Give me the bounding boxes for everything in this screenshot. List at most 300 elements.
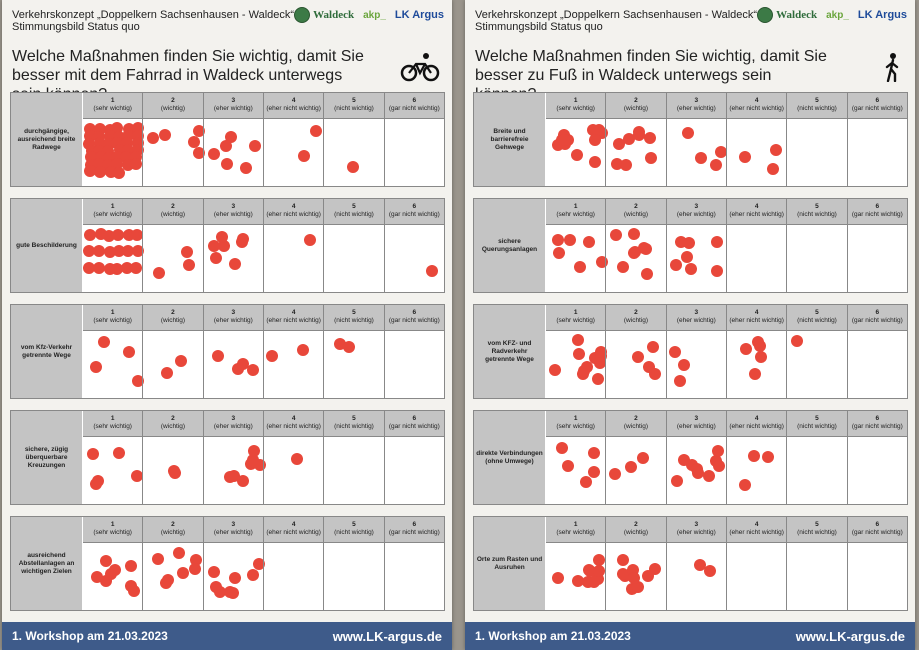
column-header (848, 517, 907, 543)
column-header (727, 305, 786, 331)
scale-number: 6 (412, 97, 417, 104)
vote-dot (577, 368, 589, 380)
column-header (727, 517, 786, 543)
column-header (83, 93, 142, 119)
vote-dot (770, 144, 782, 156)
vote-dot (249, 140, 261, 152)
scale-number: 5 (352, 203, 356, 210)
bicycle-icon (400, 52, 440, 82)
vote-area (387, 546, 442, 608)
column-header (385, 305, 444, 331)
vote-dot (712, 445, 724, 457)
column-header (787, 93, 846, 119)
criterion-label: Breite und barrierefreie Gehwege (474, 93, 545, 186)
project-title: Verkehrskonzept „Doppelkern Sachsenhausen - Waldeck“ (12, 9, 295, 21)
scale-number: 2 (634, 309, 638, 316)
vote-dot (220, 140, 232, 152)
rating-column-2 (142, 305, 202, 398)
vote-area (266, 440, 321, 502)
vote-area (206, 228, 261, 290)
column-header (385, 517, 444, 543)
vote-dot (125, 560, 137, 572)
rating-column-1 (83, 305, 142, 398)
scale-number: 1 (110, 521, 115, 528)
vote-dot (748, 450, 760, 462)
scale-label: (nicht wichtig) (334, 211, 374, 218)
scale-label: (eher wichtig) (213, 317, 253, 324)
rating-row (10, 410, 445, 505)
column-header (606, 93, 665, 119)
logo-bar (757, 7, 907, 23)
column-header (264, 199, 323, 225)
vote-dot (671, 475, 683, 487)
rating-column-4 (263, 305, 323, 398)
vote-dot (711, 236, 723, 248)
scale-number: 3 (694, 309, 699, 316)
vote-area (850, 228, 905, 290)
scale-number: 4 (754, 521, 759, 528)
scale-number: 6 (412, 203, 417, 210)
column-header (204, 199, 263, 225)
lk-argus-logo: LK Argus (857, 9, 907, 21)
column-header (667, 305, 726, 331)
column-header (546, 411, 605, 437)
waldeck-logo-text: Waldeck (313, 9, 355, 21)
vote-area (669, 440, 724, 502)
column-header (606, 305, 665, 331)
vote-dot (558, 134, 570, 146)
column-header (727, 411, 786, 437)
vote-dot (588, 447, 600, 459)
scale-label: (gar nicht wichtig) (851, 317, 903, 324)
vote-dot (683, 237, 695, 249)
vote-area (145, 122, 200, 184)
scale-number: 6 (875, 97, 880, 104)
scale-number: 2 (171, 415, 175, 422)
scale-label: (eher nicht wichtig) (729, 317, 784, 324)
vote-dot (628, 572, 640, 584)
workshop-date: 1. Workshop am 21.03.2023 (475, 629, 631, 643)
vote-dot (681, 251, 693, 263)
scale-label: (nicht wichtig) (334, 105, 374, 112)
rating-column-1 (83, 199, 142, 292)
vote-dot (642, 570, 654, 582)
vote-dot (131, 229, 143, 241)
vote-area (548, 546, 603, 608)
vote-dot (685, 263, 697, 275)
vote-area (548, 334, 603, 396)
scale-number: 2 (171, 97, 175, 104)
rating-column-2 (142, 411, 202, 504)
column-header (264, 93, 323, 119)
column-header (667, 411, 726, 437)
scale-label: (sehr wichtig) (93, 105, 132, 112)
scale-label: (eher nicht wichtig) (729, 529, 784, 536)
scale-label: (sehr wichtig) (556, 529, 595, 536)
scale-number: 5 (352, 415, 356, 422)
rating-column-5 (786, 93, 846, 186)
scale-number: 6 (875, 309, 880, 316)
vote-dot (181, 246, 193, 258)
scale-number: 2 (634, 521, 638, 528)
column-header (204, 411, 263, 437)
scale-label: (nicht wichtig) (797, 317, 837, 324)
vote-area (608, 228, 663, 290)
vote-dot (628, 228, 640, 240)
vote-dot (100, 555, 112, 567)
scale-number: 1 (573, 97, 578, 104)
scale-number: 3 (694, 203, 699, 210)
vote-dot (573, 348, 585, 360)
poster-header (12, 9, 294, 33)
rating-column-6 (384, 199, 444, 292)
criterion-label: sichere Querungsanlagen (474, 199, 545, 292)
vote-dot (224, 586, 236, 598)
vote-dot (625, 461, 637, 473)
vote-area (548, 228, 603, 290)
vote-dot (208, 566, 220, 578)
vote-dot (572, 575, 584, 587)
column-header (848, 93, 907, 119)
rating-column-6 (847, 93, 907, 186)
rating-row (10, 92, 445, 187)
vote-dot (739, 151, 751, 163)
vote-area (387, 334, 442, 396)
vote-area (326, 440, 381, 502)
poster-bicycle (2, 0, 452, 650)
column-header (143, 305, 202, 331)
vote-dot (84, 229, 96, 241)
scale-label: (eher wichtig) (676, 105, 716, 112)
rating-column-3 (203, 517, 263, 610)
scale-label: (gar nicht wichtig) (851, 423, 903, 430)
akp-logo: akp_ (826, 9, 849, 21)
vote-dot (580, 476, 592, 488)
vote-dot (224, 471, 236, 483)
poster-footer (465, 622, 915, 650)
vote-dot (574, 261, 586, 273)
rating-column-1 (546, 93, 605, 186)
vote-dot (549, 364, 561, 376)
column-header (324, 517, 383, 543)
scale-label: (wichtig) (160, 105, 186, 112)
scale-label: (gar nicht wichtig) (851, 529, 903, 536)
scale-number: 6 (412, 415, 417, 422)
vote-dot (173, 547, 185, 559)
vote-area (789, 546, 844, 608)
rating-column-1 (83, 93, 142, 186)
vote-area (548, 122, 603, 184)
rating-column-3 (666, 93, 726, 186)
rating-column-2 (605, 517, 665, 610)
vote-area (608, 122, 663, 184)
vote-area (669, 228, 724, 290)
rating-column-4 (263, 517, 323, 610)
column-header (787, 517, 846, 543)
scale-number: 4 (754, 97, 759, 104)
poster-footer (2, 622, 452, 650)
scale-number: 2 (634, 203, 638, 210)
vote-dot (130, 158, 142, 170)
rating-column-6 (384, 93, 444, 186)
vote-dot (169, 467, 181, 479)
vote-dot (123, 346, 135, 358)
vote-dot (304, 234, 316, 246)
vote-area (850, 334, 905, 396)
rating-column-3 (203, 199, 263, 292)
rating-column-2 (605, 199, 665, 292)
scale-number: 4 (291, 309, 296, 316)
rating-column-4 (726, 517, 786, 610)
column-header (83, 517, 142, 543)
vote-dot (767, 163, 779, 175)
rating-column-2 (605, 305, 665, 398)
vote-area (789, 228, 844, 290)
vote-dot (749, 368, 761, 380)
vote-area (266, 122, 321, 184)
vote-dot (266, 350, 278, 362)
scale-label: (eher nicht wichtig) (266, 529, 321, 536)
column-header (787, 305, 846, 331)
vote-dot (188, 136, 200, 148)
scale-label: (gar nicht wichtig) (851, 105, 903, 112)
project-title: Verkehrskonzept „Doppelkern Sachsenhausen - Waldeck“ (475, 9, 758, 21)
vote-dot (160, 577, 172, 589)
scale-label: (nicht wichtig) (797, 529, 837, 536)
scale-label: (sehr wichtig) (556, 423, 595, 430)
scale-label: (sehr wichtig) (556, 211, 595, 218)
column-header (546, 93, 605, 119)
criterion-label: ausreichend Abstellanlagen an wichtigen Zielen (11, 517, 82, 610)
vote-dot (637, 452, 649, 464)
scale-label: (eher nicht wichtig) (729, 423, 784, 430)
poster-question: Welche Maßnahmen finden Sie wichtig, damit Sie besser zu Fuß in Waldeck unterwegs sein (475, 48, 827, 84)
scale-number: 4 (754, 203, 759, 210)
vote-area (729, 334, 784, 396)
column-header (83, 411, 142, 437)
vote-dot (208, 148, 220, 160)
scale-number: 2 (171, 521, 175, 528)
rating-column-3 (203, 93, 263, 186)
rating-column-5 (323, 411, 383, 504)
vote-dot (247, 569, 259, 581)
vote-dot (153, 267, 165, 279)
vote-area (145, 546, 200, 608)
column-header (848, 305, 907, 331)
vote-area (85, 440, 140, 502)
logo-bar (294, 7, 444, 23)
waldeck-logo (294, 7, 354, 23)
vote-dot (617, 261, 629, 273)
rating-row (10, 198, 445, 293)
scale-label: (eher nicht wichtig) (729, 105, 784, 112)
vote-dot (90, 361, 102, 373)
scale-label: (eher wichtig) (676, 423, 716, 430)
scale-number: 2 (634, 97, 638, 104)
rating-column-4 (726, 199, 786, 292)
scale-label: (gar nicht wichtig) (388, 529, 440, 536)
rating-column-2 (142, 93, 202, 186)
scale-number: 6 (412, 309, 417, 316)
scale-number: 1 (110, 203, 115, 210)
rating-column-2 (142, 517, 202, 610)
column-header (143, 517, 202, 543)
scale-label: (nicht wichtig) (334, 529, 374, 536)
vote-dot (553, 247, 565, 259)
scale-label: (gar nicht wichtig) (388, 423, 440, 430)
vote-area (789, 440, 844, 502)
vote-dot (572, 334, 584, 346)
column-header (385, 411, 444, 437)
rating-row (473, 198, 908, 293)
vote-dot (564, 234, 576, 246)
vote-dot (643, 361, 655, 373)
column-header (546, 517, 605, 543)
vote-dot (583, 236, 595, 248)
waldeck-logo-text: Waldeck (776, 9, 818, 21)
rating-column-4 (263, 411, 323, 504)
rating-column-6 (384, 305, 444, 398)
column-header (385, 93, 444, 119)
scale-number: 4 (754, 415, 759, 422)
scale-label: (gar nicht wichtig) (388, 317, 440, 324)
vote-dot (91, 571, 103, 583)
vote-dot (113, 447, 125, 459)
project-subtitle: Stimmungsbild Status quo (12, 21, 140, 33)
rating-column-4 (726, 305, 786, 398)
vote-area (850, 122, 905, 184)
vote-dot (161, 367, 173, 379)
criterion-label: direkte Verbindungen (ohne Umwege) (474, 411, 545, 504)
akp-logo: akp_ (363, 9, 386, 21)
rating-column-3 (666, 199, 726, 292)
vote-dot (592, 373, 604, 385)
vote-area (326, 334, 381, 396)
poster-question: Welche Maßnahmen finden Sie wichtig, damit Sie besser mit dem Fahrrad in Waldeck unterwegs (12, 48, 364, 84)
vote-dot (128, 585, 140, 597)
scale-label: (sehr wichtig) (93, 317, 132, 324)
rating-column-3 (203, 411, 263, 504)
vote-area (387, 228, 442, 290)
criterion-label: gute Beschilderung (11, 199, 82, 292)
vote-dot (426, 265, 438, 277)
column-header (667, 199, 726, 225)
vote-dot (692, 467, 704, 479)
vote-area (669, 122, 724, 184)
vote-dot (589, 134, 601, 146)
scale-number: 1 (573, 309, 578, 316)
vote-dot (109, 564, 121, 576)
scale-number: 5 (352, 309, 356, 316)
vote-area (206, 440, 261, 502)
column-header (727, 93, 786, 119)
scale-label: (nicht wichtig) (797, 105, 837, 112)
rating-column-4 (263, 199, 323, 292)
scale-label: (gar nicht wichtig) (388, 211, 440, 218)
vote-dot (298, 150, 310, 162)
vote-dot (739, 479, 751, 491)
rating-column-5 (786, 199, 846, 292)
scale-label: (eher wichtig) (213, 105, 253, 112)
rating-column-5 (786, 305, 846, 398)
column-header (264, 305, 323, 331)
vote-area (789, 122, 844, 184)
scale-label: (eher wichtig) (213, 211, 253, 218)
vote-dot (674, 375, 686, 387)
scale-label: (wichtig) (160, 529, 186, 536)
criterion-label: sichere, zügig überquerbare Kreuzungen (11, 411, 82, 504)
vote-dot (593, 565, 605, 577)
vote-area (608, 546, 663, 608)
column-header (324, 199, 383, 225)
rating-column-5 (323, 517, 383, 610)
vote-area (850, 440, 905, 502)
vote-dot (147, 132, 159, 144)
vote-area (326, 122, 381, 184)
scale-label: (nicht wichtig) (797, 211, 837, 218)
vote-area (669, 546, 724, 608)
column-header (204, 305, 263, 331)
scale-number: 3 (231, 203, 236, 210)
website-url: www.LK-argus.de (332, 628, 442, 644)
vote-area (608, 440, 663, 502)
lk-argus-logo: LK Argus (394, 9, 444, 21)
scale-label: (eher nicht wichtig) (266, 211, 321, 218)
scale-number: 3 (231, 97, 236, 104)
scale-number: 5 (815, 203, 819, 210)
scale-label: (wichtig) (623, 105, 649, 112)
vote-area (326, 228, 381, 290)
vote-dot (711, 265, 723, 277)
scale-label: (eher wichtig) (676, 317, 716, 324)
vote-dot (640, 243, 652, 255)
vote-dot (632, 351, 644, 363)
scale-label: (sehr wichtig) (556, 317, 595, 324)
waldeck-logo (757, 7, 817, 23)
column-header (143, 411, 202, 437)
scale-label: (wichtig) (160, 317, 186, 324)
scale-label: (eher wichtig) (676, 529, 716, 536)
rating-column-6 (384, 411, 444, 504)
rating-column-6 (847, 199, 907, 292)
vote-dot (93, 262, 105, 274)
column-header (324, 411, 383, 437)
scale-label: (wichtig) (623, 211, 649, 218)
vote-dot (212, 350, 224, 362)
rating-column-5 (323, 305, 383, 398)
scale-label: (eher nicht wichtig) (266, 317, 321, 324)
scale-number: 1 (573, 203, 578, 210)
vote-dot (678, 359, 690, 371)
vote-area (145, 228, 200, 290)
vote-dot (623, 133, 635, 145)
rating-column-3 (203, 305, 263, 398)
scale-number: 5 (352, 97, 356, 104)
vote-dot (310, 125, 322, 137)
vote-dot (297, 344, 309, 356)
vote-area (145, 334, 200, 396)
vote-dot (556, 442, 568, 454)
vote-area (85, 228, 140, 290)
scale-number: 1 (573, 415, 578, 422)
vote-dot (628, 247, 640, 259)
rating-row (473, 92, 908, 187)
column-header (83, 305, 142, 331)
vote-dot (552, 234, 564, 246)
vote-dot (610, 229, 622, 241)
scale-label: (wichtig) (623, 529, 649, 536)
rating-column-4 (726, 411, 786, 504)
